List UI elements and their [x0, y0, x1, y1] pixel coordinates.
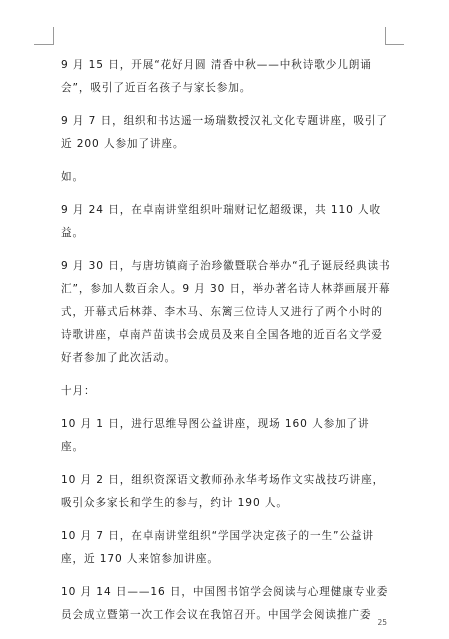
paragraph-sep-7: 9 月 7 日，组织和书达遥一场瑞数授汉礼文化专题讲座，吸引了近 200 人参加了讲座。 [61, 115, 388, 150]
paragraph-fragment: 如。 [61, 171, 84, 183]
paragraph-sep-30: 9 月 30 日，与唐坊镇商子治珍徽暨联合举办“孔子诞辰经典读书汇”，参加人数百余人。9 月 30 日，举办著名诗人林莽画展开幕式，开幕式后林莽、李木马、东篱三位诗人又进行了两个小时的诗歌讲座，卓南芦苗读书会成员及来自全国各地的近百名文学爱好者参加了此次活动。 [61, 260, 391, 364]
page-number: 25 [377, 618, 387, 627]
paragraph-oct-14: 10 月 14 日——16 日，中国图书馆学会阅读与心理健康专业委员会成立暨第一次工作会议在我馆召开。中国学会阅读推广委 [61, 586, 389, 621]
document-body [61, 54, 391, 637]
paragraph-oct-1: 10 月 1 日，进行思维导图公益讲座，现场 160 人参加了讲座。 [61, 418, 370, 453]
paragraph-sep-15: 9 月 15 日，开展“花好月圆 清香中秋——中秋诗歌少儿朗诵会”，吸引了近百名孩子与家长参加。 [61, 59, 372, 94]
paragraph-oct-2: 10 月 2 日，组织资深语文教师孙永华考场作文实战技巧讲座，吸引众多家长和学生的参与，约计 190 人。 [61, 474, 385, 509]
paragraph-sep-24: 9 月 24 日，在卓南讲堂组织叶瑞财记忆超级课，共 110 人收益。 [61, 204, 382, 239]
section-heading-october: 十月： [61, 385, 96, 397]
paragraph-oct-7: 10 月 7 日，在卓南讲堂组织“学国学决定孩子的一生”公益讲座，近 170 人来馆参加讲座。 [61, 530, 374, 565]
